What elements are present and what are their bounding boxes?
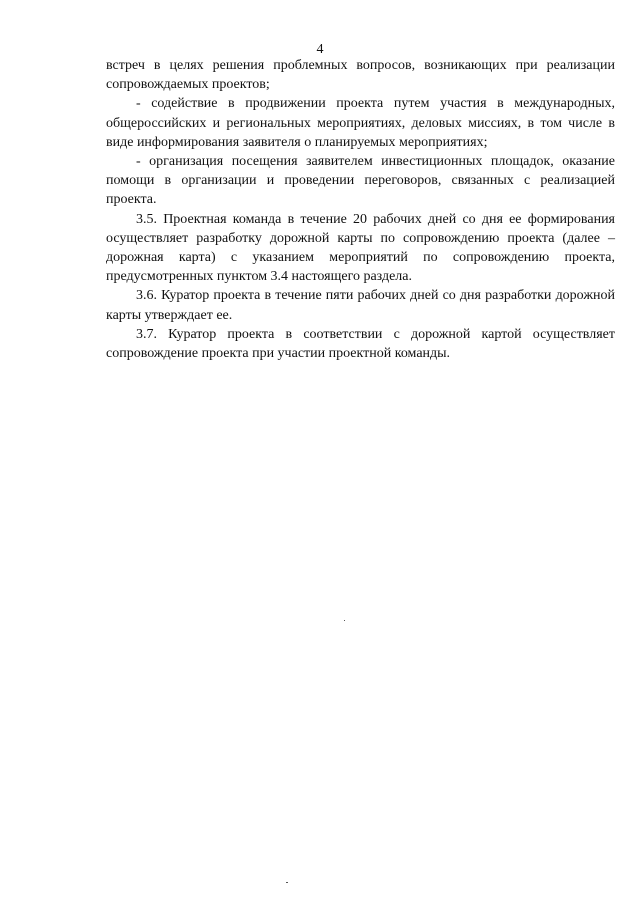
paragraph-promotion-item: - содействие в продвижении проекта путем участия в международных, общероссийских и региональных мероприятиях, деловых миссиях, в том числе в виде информирования заявителя о планируемых мероприятиях; [106,96,615,150]
paragraph-continuation: встреч в целях решения проблемных вопросов, возникающих при реализации сопровождаемых проектов; [106,58,615,93]
scan-speck [286,882,288,883]
paragraph-3-6: 3.6. Куратор проекта в течение пяти рабочих дней со дня разработки дорожной карты утверждает ее. [106,288,615,323]
document-body [106,56,615,363]
page-number: 4 [316,42,324,57]
paragraph-3-7: 3.7. Куратор проекта в соответствии с дорожной картой осуществляет сопровождение проекта при участии проектной команды. [106,326,615,362]
scan-speck [344,620,345,621]
paragraph-site-visits-item: - организация посещения заявителем инвестиционных площадок, оказание помощи в организации и проведении переговоров, связанных с реализацией проекта. [106,154,615,208]
paragraph-3-5: 3.5. Проектная команда в течение 20 рабочих дней со дня ее формирования осуществляет разработку дорожной карты по сопровождению проекта (далее – дорожная карта) с указанием мероприятий по сопровождению проекта, предусмотренных пунктом 3.4 настоящего раздела. [106,211,615,285]
